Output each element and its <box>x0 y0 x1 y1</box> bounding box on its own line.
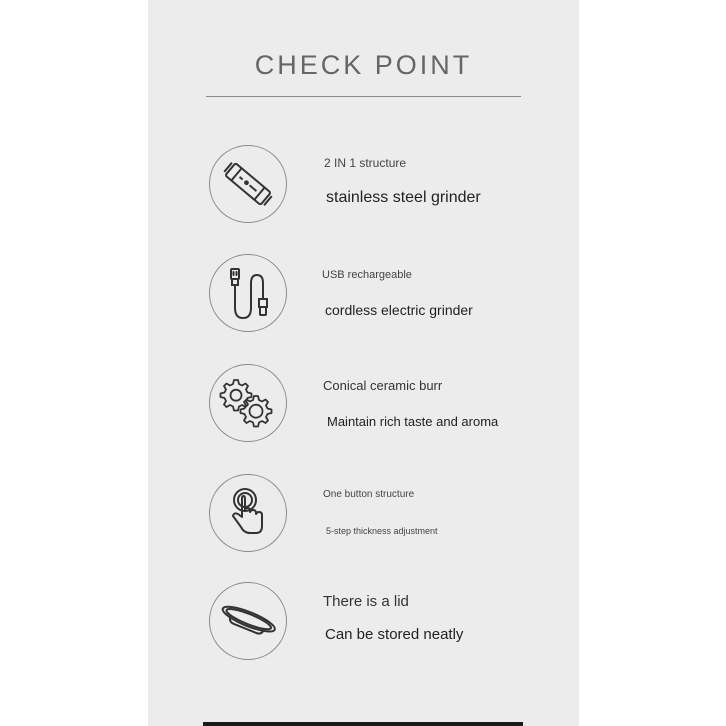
feature-subtitle: Maintain rich taste and aroma <box>327 414 499 429</box>
gears-icon <box>217 372 279 434</box>
feature-subtitle: stainless steel grinder <box>326 189 481 206</box>
lid-icon <box>216 589 280 653</box>
feature-item <box>148 254 579 334</box>
feature-item <box>148 582 579 662</box>
feature-icon-circle <box>209 254 287 332</box>
feature-title: USB rechargeable <box>322 269 412 281</box>
feature-title: One button structure <box>323 489 415 500</box>
grinder-icon <box>218 154 278 214</box>
feature-subtitle: Can be stored neatly <box>325 626 464 643</box>
bottom-edge-strip <box>203 722 523 726</box>
feature-title: 2 IN 1 structure <box>324 156 407 170</box>
feature-icon-circle <box>209 364 287 442</box>
feature-icon-circle <box>209 474 287 552</box>
page-title: CHECK POINT <box>254 50 473 80</box>
feature-icon-circle <box>209 145 287 223</box>
check-point-panel <box>148 0 579 726</box>
title-divider <box>206 96 521 97</box>
usb-cable-icon <box>218 263 278 323</box>
feature-subtitle: cordless electric grinder <box>325 302 473 318</box>
touch-finger-icon <box>218 483 278 543</box>
feature-item <box>148 474 579 554</box>
feature-title: There is a lid <box>323 593 409 610</box>
feature-subtitle: 5-step thickness adjustment <box>326 526 438 536</box>
feature-item <box>148 364 579 444</box>
feature-icon-circle <box>209 582 287 660</box>
feature-title: Conical ceramic burr <box>323 378 443 393</box>
feature-item <box>148 145 579 225</box>
